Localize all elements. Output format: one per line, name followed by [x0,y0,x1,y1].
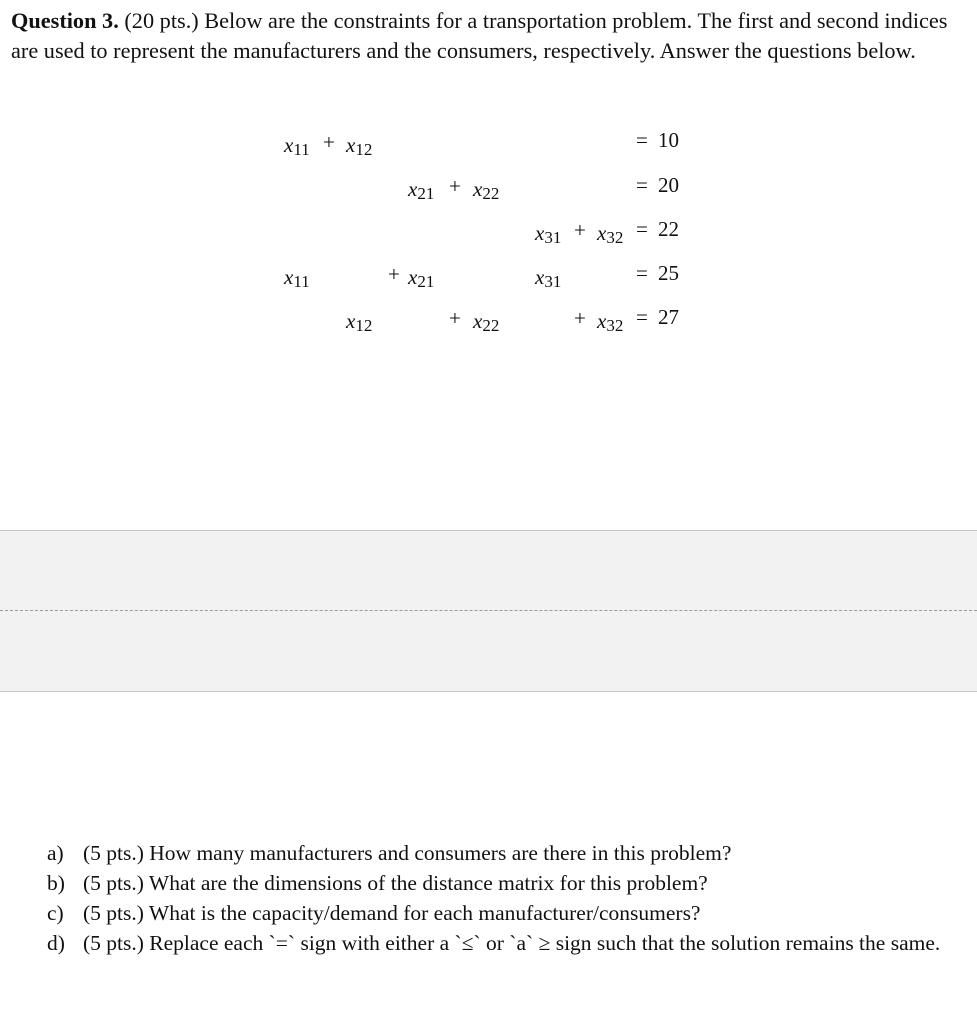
term-x31: $x_{31}$ [535,265,562,291]
term-x32: $x_{32}$ [597,309,624,335]
page-break-band [0,530,977,692]
sub-question-b [47,868,947,898]
rhs-value: 20 [658,173,679,197]
plus-sign: + [449,174,461,198]
term-x32: $x_{32}$ [597,221,624,247]
term-x11: $x_{11}$ [284,133,310,159]
term-x22: $x_{22}$ [473,309,500,335]
equals-sign: = [636,173,648,197]
equals-sign: = [636,305,648,329]
plus-sign: + [574,306,586,330]
term-x11: $x_{11}$ [284,265,310,291]
sub-question-text: (5 pts.) What are the dimensions of the distance matrix for this problem? [83,871,708,895]
sub-question-letter: a) [47,841,64,865]
term-x12: $x_{12}$ [346,309,373,335]
equals-sign: = [636,217,648,241]
page-break-line [0,610,977,611]
equals-sign: = [636,261,648,285]
question-text: (20 pts.) Below are the constraints for a transportation problem. The first and second indices are used to represent the manufacturers and the consumers, respectively. Answer the questions below. [11,8,948,63]
sub-question-a [47,838,947,868]
term-x22: $x_{22}$ [473,177,500,203]
sub-question-letter: b) [47,871,65,895]
rhs-value: 10 [658,128,679,152]
sub-question-text: (5 pts.) What is the capacity/demand for each manufacturer/consumers? [83,901,701,925]
term-x12: $x_{12}$ [346,133,373,159]
term-x21: $x_{21}$ [408,265,435,291]
term-x21: $x_{21}$ [408,177,435,203]
sub-question-letter: d) [47,931,65,955]
constraint-system [0,0,977,380]
sub-question-letter: c) [47,901,64,925]
sub-question-c [47,898,947,928]
plus-sign: + [323,130,335,154]
plus-sign: + [449,306,461,330]
sub-question-text: (5 pts.) How many manufacturers and consumers are there in this problem? [83,841,732,865]
term-x31: $x_{31}$ [535,221,562,247]
rhs-value: 25 [658,261,679,285]
question-label: Question 3. [11,8,119,33]
rhs-value: 27 [658,305,679,329]
sub-question-d [47,928,947,958]
plus-sign: + [388,262,400,286]
plus-sign: + [574,218,586,242]
equals-sign: = [636,128,648,152]
sub-question-text: (5 pts.) Replace each `=` sign with either a `≤` or `a` ≥ sign such that the solution remains the same. [83,931,941,955]
sub-question-list [47,838,947,958]
rhs-value: 22 [658,217,679,241]
